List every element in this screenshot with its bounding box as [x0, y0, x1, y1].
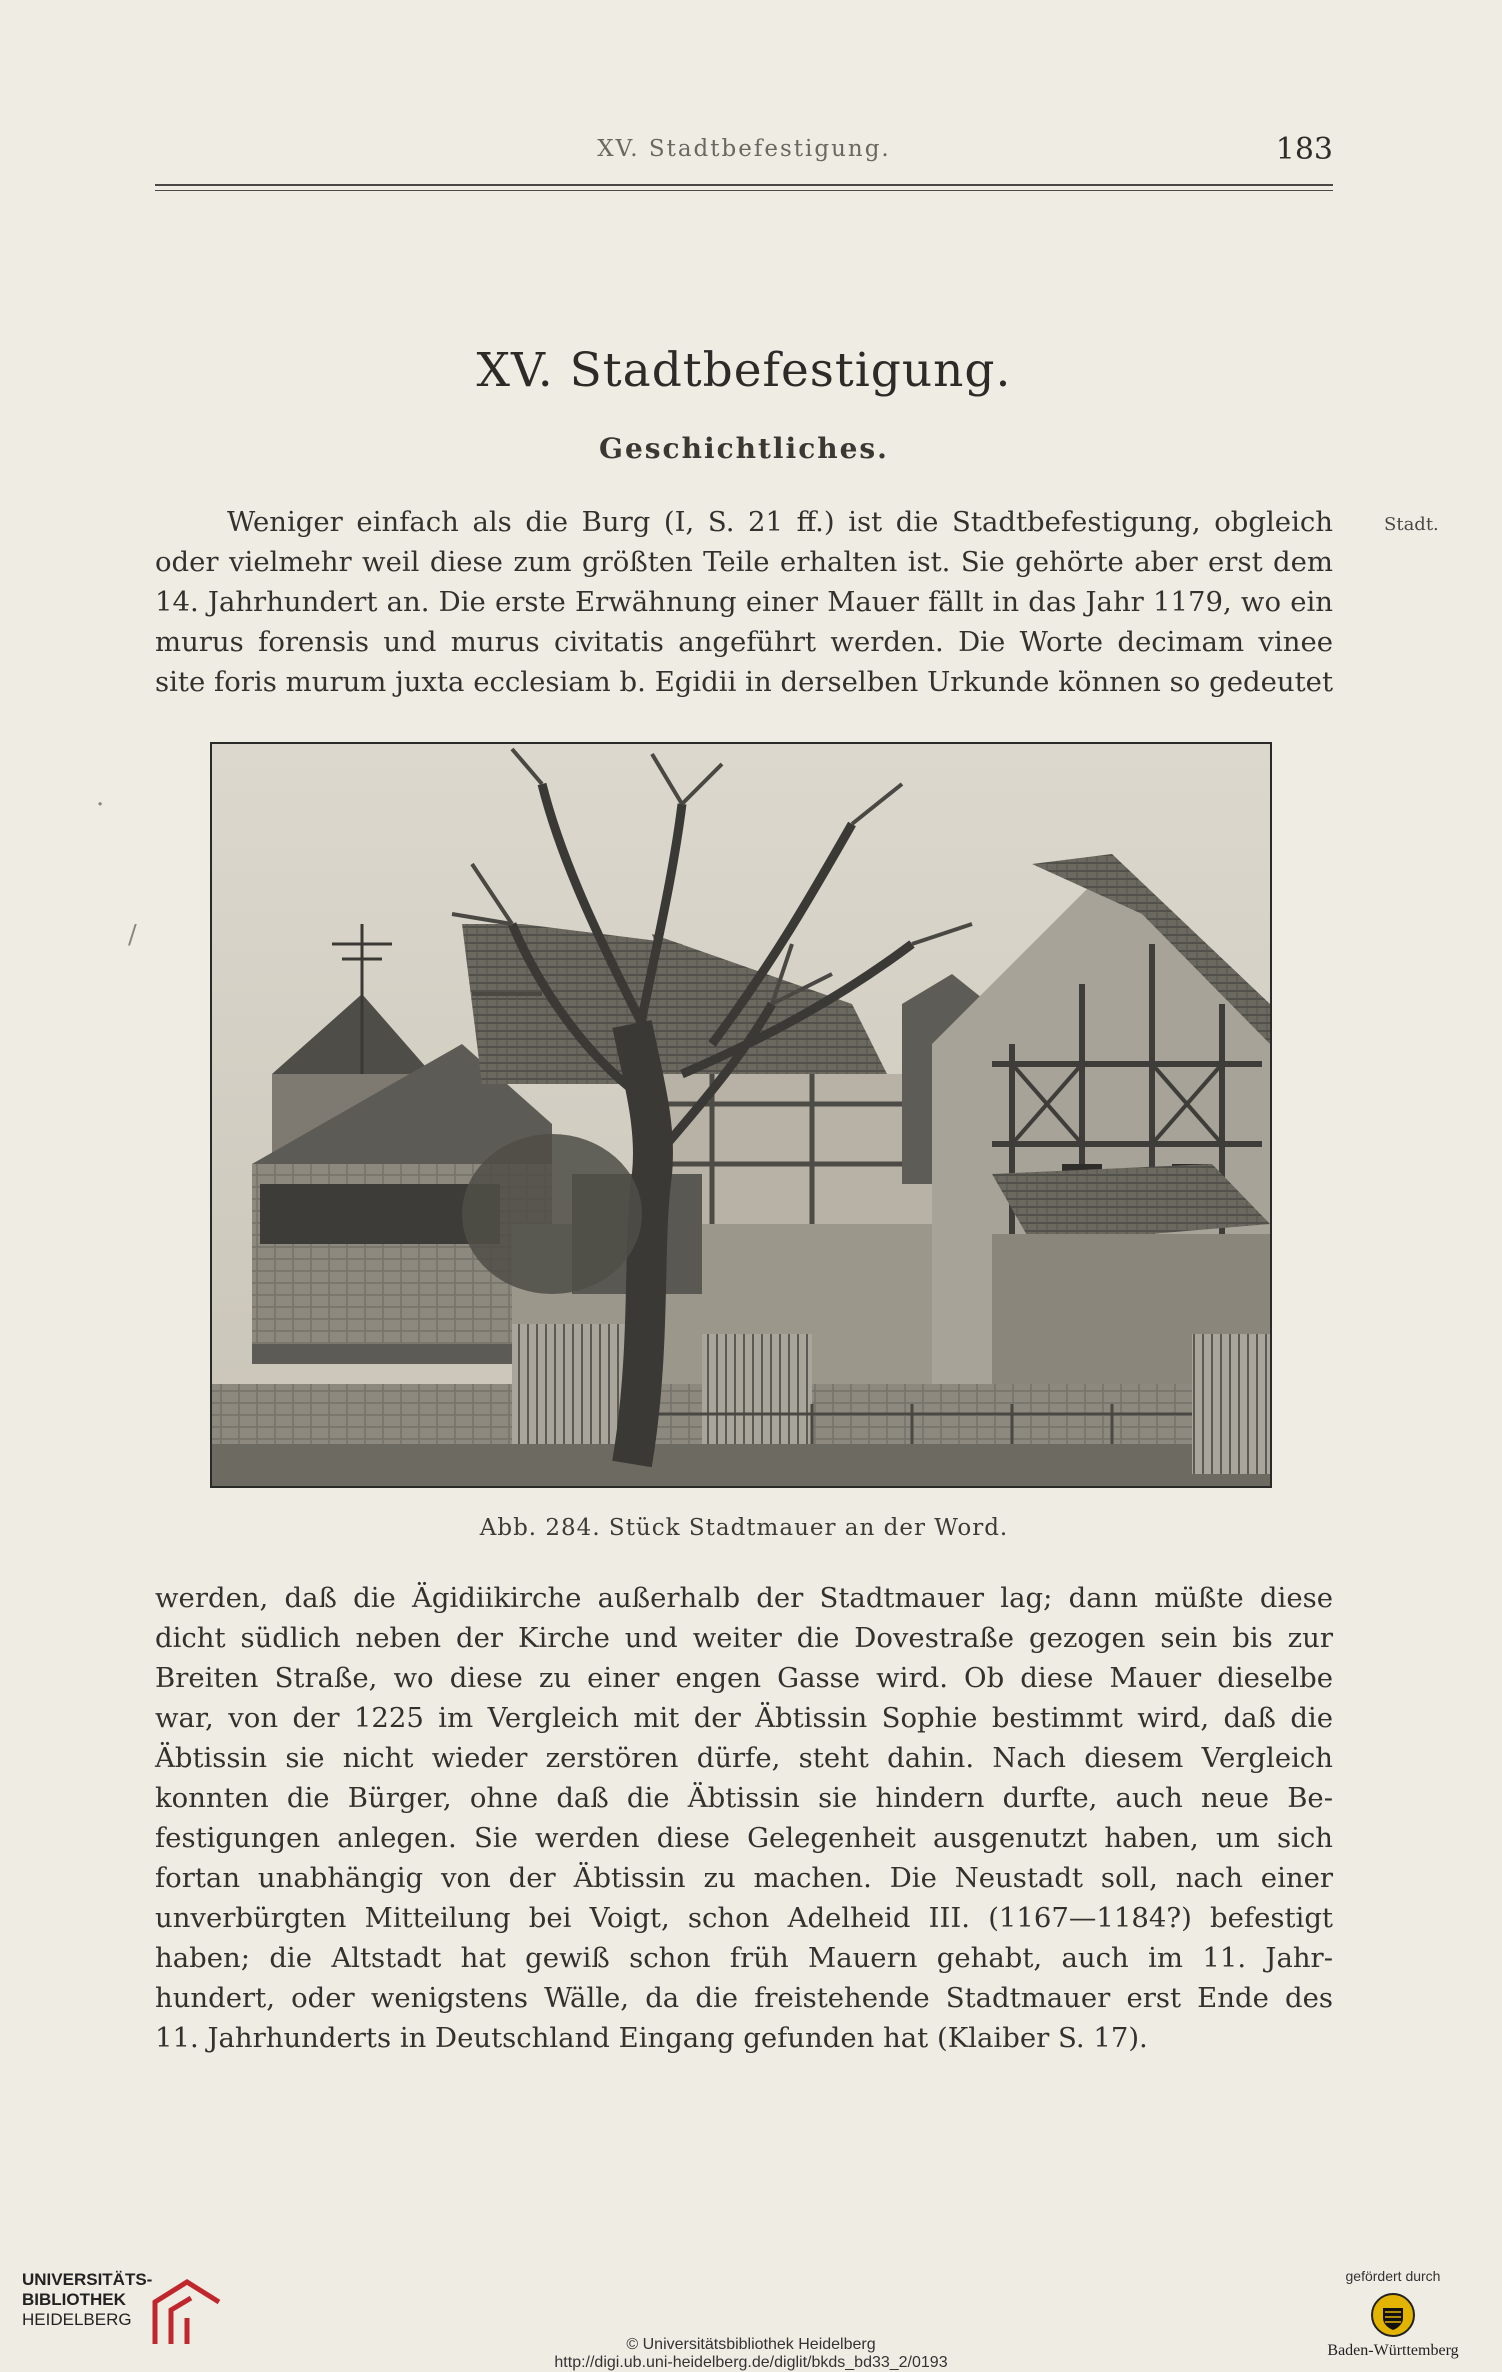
page-number: 183 — [1275, 132, 1333, 167]
figure-photo — [210, 742, 1272, 1488]
baden-wuerttemberg-crest-icon — [1370, 2292, 1416, 2338]
header-rule-thin — [155, 190, 1333, 191]
figure-caption: Abb. 284. Stück Stadtmauer an der Word. — [479, 1515, 1009, 1541]
text-line: site foris murum juxta ecclesiam b. Egidii in derselben Urkunde können so gedeutet — [155, 666, 1333, 698]
running-head — [155, 130, 1333, 170]
text-line: werden, daß die Ägidiikirche außerhalb der Stadtmauer lag; dann müßte diese — [155, 1582, 1333, 1614]
section-title: Geschichtliches. — [599, 432, 889, 465]
text-line: Breiten Straße, wo diese zu einer engen Gasse wird. Ob diese Mauer dieselbe — [155, 1662, 1333, 1694]
margin-note: Stadt. — [1384, 514, 1439, 535]
header-rule — [155, 184, 1333, 186]
text-line: war, von der 1225 im Vergleich mit der Äbtissin Sophie bestimmt wird, daß die — [155, 1702, 1333, 1734]
text-line: konnten die Bürger, ohne daß die Äbtissin sie hindern durfte, auch neue Be- — [155, 1782, 1333, 1814]
sponsor-label: gefördert durch — [1345, 2268, 1441, 2284]
photo-town-wall — [212, 744, 1270, 1486]
text-line: 11. Jahrhunderts in Deutschland Eingang gefunden hat (Klaiber S. 17). — [155, 2022, 1148, 2054]
library-name-line: HEIDELBERG — [22, 2310, 132, 2329]
text-line: Äbtissin sie nicht wieder zerstören dürfe, steht dahin. Nach diesem Vergleich — [155, 1742, 1333, 1774]
library-name-line: UNIVERSITÄTS- — [22, 2270, 153, 2289]
footer — [0, 2248, 1502, 2369]
text-line: Weniger einfach als die Burg (I, S. 21 ff.) ist die Stadtbefestigung, obgleich — [227, 506, 1333, 538]
sponsor-block — [1308, 2268, 1478, 2360]
text-line: hundert, oder wenigstens Wälle, da die freistehende Stadtmauer erst Ende des — [155, 1982, 1333, 2014]
text-line: murus forensis und murus civitatis angeführt werden. Die Worte decimam vinee — [155, 626, 1333, 658]
stray-mark: / — [128, 920, 137, 950]
paragraph-1 — [155, 502, 1333, 702]
text-line: unverbürgten Mitteilung bei Voigt, schon Adelheid III. (1167—1184?) befestigt — [155, 1902, 1333, 1934]
sponsor-name: Baden-Württemberg — [1327, 2342, 1459, 2359]
permalink-url[interactable]: http://digi.ub.uni-heidelberg.de/diglit/bkds_bd33_2/0193 — [554, 2354, 948, 2371]
text-line: oder vielmehr weil diese zum größten Teile erhalten ist. Sie gehörte aber erst dem — [155, 546, 1333, 578]
text-line: fortan unabhängig von der Äbtissin zu machen. Die Neustadt soll, nach einer — [155, 1862, 1333, 1894]
text-line: 14. Jahrhundert an. Die erste Erwähnung einer Mauer fällt in das Jahr 1179, wo ein — [155, 586, 1333, 618]
running-head-title: XV. Stadtbefestigung. — [597, 136, 891, 162]
text-line: haben; die Altstadt hat gewiß schon früh Mauern gehabt, auch im 11. Jahr- — [155, 1942, 1333, 1974]
paragraph-2 — [155, 1578, 1333, 2058]
stray-mark: · — [96, 790, 105, 820]
copyright-text: © Universitätsbibliothek Heidelberg — [626, 2336, 876, 2353]
text-line: dicht südlich neben der Kirche und weiter die Dovestraße gezogen sein bis zur — [155, 1622, 1333, 1654]
library-name-line: BIBLIOTHEK — [22, 2290, 126, 2309]
text-line: festigungen anlegen. Sie werden diese Gelegenheit ausgenutzt haben, um sich — [155, 1822, 1333, 1854]
chapter-title: XV. Stadtbefestigung. — [476, 343, 1012, 398]
